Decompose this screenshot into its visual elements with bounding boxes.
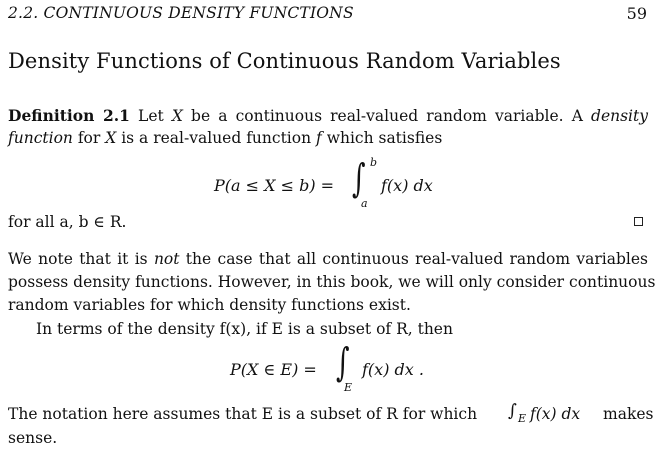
inline-subscript: E	[518, 412, 527, 425]
inline-integral-sign: ∫	[508, 401, 517, 421]
equation-probability-interval: P(a ≤ X ≤ b) =	[214, 176, 335, 195]
integrand: f(x) dx	[381, 176, 433, 195]
paragraph-2-line-2a: The notation here assumes that E is a subset of R for which	[8, 405, 478, 423]
paragraph-1-line-2: possess density functions. However, in this book, we will only consider continuous	[8, 273, 656, 291]
page-number: 59	[626, 4, 647, 23]
section-title: Density Functions of Continuous Random Variables	[8, 49, 561, 73]
qed-box-icon	[634, 217, 643, 226]
defined-term: density	[591, 107, 648, 125]
set-integrand: f(x) dx .	[362, 360, 424, 379]
definition-line-2: function for X is a real-valued function f which satisfies	[8, 129, 443, 147]
lower-limit: a	[361, 197, 368, 210]
paragraph-1-line-1: We note that it is not the case that all continuous real-valued random variables	[8, 250, 648, 268]
running-header: 2.2. CONTINUOUS DENSITY FUNCTIONS	[8, 4, 354, 22]
definition-closing: for all a, b ∈ R.	[8, 213, 127, 231]
paragraph-1-line-3: random variables for which density functions exist.	[8, 296, 411, 314]
paragraph-2-line-1: In terms of the density f(x), if E is a subset of R, then	[36, 320, 453, 338]
upper-limit: b	[370, 156, 378, 169]
set-lower-limit: E	[344, 381, 353, 394]
inline-integrand: f(x) dx	[530, 405, 581, 423]
definition-label: Definition 2.1	[8, 106, 130, 125]
paragraph-2-line-3: sense.	[8, 429, 58, 447]
equation-probability-set: P(X ∈ E) =	[230, 360, 317, 379]
definition-line-1: Definition 2.1 Let X be a continuous real-valued random variable. A density	[8, 106, 648, 125]
paragraph-2-line-2b: makes	[603, 405, 654, 423]
document-page: 2.2. CONTINUOUS DENSITY FUNCTIONS 59 Density Functions of Continuous Random Variables Definition 2.1 Let X be a continuous real-valued random variable. A density function for X is a real-valued function f which satisfies P(a ≤ X ≤ b) = ∫ b a f(x) dx for all a, b ∈ R. We note that it is not the case that all continuous real-valued random variables possess density functions. However, in this book, we will only consider continuous random variables for which density functions exist. In terms of the density f(x), if E is a subset of R, then P(X ∈ E) = ∫ E f(x) dx . The notation here assumes that E is a subset of R for which ∫ E f(x) dx makes sense.	[8, 4, 656, 447]
